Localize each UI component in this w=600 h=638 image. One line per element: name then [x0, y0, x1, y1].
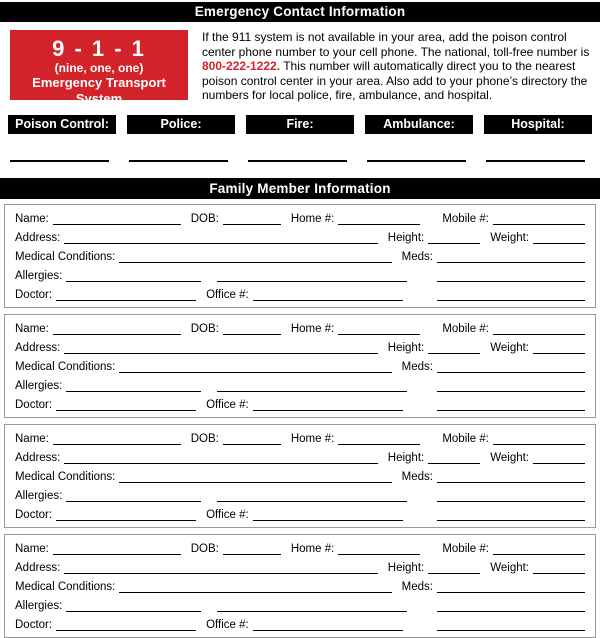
medical-conditions-label: Medical Conditions: — [15, 250, 116, 263]
member-row-medical — [15, 247, 585, 266]
dob-fill-line — [223, 444, 281, 445]
mobile-phone-label: Mobile #: — [442, 322, 489, 335]
name-label: Name: — [15, 432, 49, 445]
member-row-allergies — [15, 266, 585, 285]
meds-continuation-line — [437, 281, 585, 282]
hospital-label: Hospital: — [484, 115, 592, 134]
office-phone-fill-line — [253, 520, 403, 521]
office-phone-fill-line — [253, 410, 403, 411]
family-member-card — [4, 424, 596, 528]
member-row-allergies — [15, 486, 585, 505]
mobile-phone-label: Mobile #: — [442, 542, 489, 555]
document-title: Emergency Contact Information — [194, 4, 406, 19]
member-row-address — [15, 558, 585, 577]
address-fill-line — [64, 463, 377, 464]
office-phone-fill-line — [253, 300, 403, 301]
member-row-address — [15, 338, 585, 357]
document-title-bar — [0, 2, 600, 22]
allergies-fill-line — [66, 281, 201, 282]
doctor-label: Doctor: — [15, 288, 53, 301]
meds-continuation-line-2 — [437, 520, 585, 521]
allergies-label: Allergies: — [15, 379, 63, 392]
address-label: Address: — [15, 451, 61, 464]
meds-continuation-line-2 — [437, 300, 585, 301]
emergency-contacts-row — [8, 115, 592, 162]
ambulance-fill-line — [367, 160, 466, 162]
instructions-text — [202, 30, 590, 103]
meds-label: Meds: — [401, 470, 433, 483]
height-fill-line — [428, 243, 480, 244]
meds-continuation-line-2 — [437, 630, 585, 631]
poison-control-fill-line — [10, 160, 109, 162]
911-badge — [10, 30, 188, 106]
height-label: Height: — [387, 451, 425, 464]
allergies-continuation-line — [217, 281, 407, 282]
medical-conditions-fill-line — [119, 592, 391, 593]
instructions-after: This number will automatically direct you to the nearest poison control center in your area. Also add to your phone’s directory the numbers for local police, fire, ambulance, and hospital. — [202, 59, 588, 103]
medical-conditions-fill-line — [119, 482, 391, 483]
office-phone-label: Office #: — [206, 508, 249, 521]
dob-label: DOB: — [190, 432, 219, 445]
contact-column-police — [127, 115, 235, 162]
doctor-fill-line — [56, 410, 196, 411]
office-phone-label: Office #: — [206, 618, 249, 631]
doctor-fill-line — [56, 300, 196, 301]
member-row-doctor — [15, 505, 585, 524]
name-fill-line — [53, 444, 181, 445]
doctor-label: Doctor: — [15, 398, 53, 411]
mobile-phone-fill-line — [493, 224, 585, 225]
member-row-medical — [15, 357, 585, 376]
dob-label: DOB: — [190, 542, 219, 555]
meds-fill-line — [437, 482, 585, 483]
home-phone-fill-line — [338, 444, 420, 445]
member-row-identity — [15, 539, 585, 558]
911-badge-subtitle: (nine, one, one) — [54, 61, 144, 75]
family-member-card — [4, 534, 596, 638]
office-phone-fill-line — [253, 630, 403, 631]
member-row-identity — [15, 209, 585, 228]
office-phone-label: Office #: — [206, 288, 249, 301]
name-label: Name: — [15, 542, 49, 555]
meds-continuation-line — [437, 611, 585, 612]
member-row-identity — [15, 319, 585, 338]
home-phone-fill-line — [338, 334, 420, 335]
member-row-doctor — [15, 285, 585, 304]
address-fill-line — [64, 243, 377, 244]
dob-fill-line — [223, 224, 281, 225]
name-fill-line — [53, 224, 181, 225]
home-phone-label: Home #: — [290, 432, 335, 445]
mobile-phone-label: Mobile #: — [442, 212, 489, 225]
member-row-allergies — [15, 596, 585, 615]
contact-column-fire — [246, 115, 354, 162]
poison-control-label: Poison Control: — [8, 115, 116, 134]
weight-label: Weight: — [490, 451, 529, 464]
meds-fill-line — [437, 372, 585, 373]
dob-fill-line — [223, 334, 281, 335]
contact-column-hospital — [484, 115, 592, 162]
family-section-title: Family Member Information — [209, 180, 391, 196]
weight-fill-line — [533, 353, 585, 354]
meds-label: Meds: — [401, 580, 433, 593]
medical-conditions-label: Medical Conditions: — [15, 470, 116, 483]
home-phone-fill-line — [338, 554, 420, 555]
home-phone-label: Home #: — [290, 542, 335, 555]
weight-fill-line — [533, 573, 585, 574]
meds-fill-line — [437, 262, 585, 263]
meds-continuation-line — [437, 391, 585, 392]
allergies-continuation-line — [217, 611, 407, 612]
office-phone-label: Office #: — [206, 398, 249, 411]
911-badge-caption: Emergency Transport System — [32, 75, 166, 106]
family-members-list — [4, 204, 596, 638]
fire-label: Fire: — [246, 115, 354, 134]
instructions-before: If the 911 system is not available in your area, add the poison control center phone number to your cell phone. The national, toll-free number is — [202, 30, 590, 59]
medical-conditions-fill-line — [119, 262, 391, 263]
intro-section — [10, 30, 590, 106]
mobile-phone-label: Mobile #: — [442, 432, 489, 445]
medical-conditions-fill-line — [119, 372, 391, 373]
address-fill-line — [64, 573, 377, 574]
weight-fill-line — [533, 463, 585, 464]
family-member-card — [4, 204, 596, 308]
dob-fill-line — [223, 554, 281, 555]
contact-column-poison-control — [8, 115, 116, 162]
member-row-address — [15, 228, 585, 247]
911-badge-number: 9 - 1 - 1 — [52, 36, 146, 61]
weight-label: Weight: — [490, 231, 529, 244]
name-fill-line — [53, 554, 181, 555]
member-row-doctor — [15, 615, 585, 634]
police-fill-line — [129, 160, 228, 162]
member-row-allergies — [15, 376, 585, 395]
allergies-continuation-line — [217, 501, 407, 502]
doctor-label: Doctor: — [15, 508, 53, 521]
allergies-label: Allergies: — [15, 489, 63, 502]
home-phone-label: Home #: — [290, 212, 335, 225]
member-row-medical — [15, 467, 585, 486]
member-row-address — [15, 448, 585, 467]
contact-column-ambulance — [365, 115, 473, 162]
police-label: Police: — [127, 115, 235, 134]
height-label: Height: — [387, 561, 425, 574]
name-label: Name: — [15, 322, 49, 335]
allergies-continuation-line — [217, 391, 407, 392]
fire-fill-line — [248, 160, 347, 162]
allergies-fill-line — [66, 391, 201, 392]
doctor-label: Doctor: — [15, 618, 53, 631]
mobile-phone-fill-line — [493, 334, 585, 335]
height-label: Height: — [387, 231, 425, 244]
weight-fill-line — [533, 243, 585, 244]
poison-control-phone-number: 800-222-1222. — [202, 59, 281, 74]
dob-label: DOB: — [190, 212, 219, 225]
address-label: Address: — [15, 231, 61, 244]
allergies-fill-line — [66, 501, 201, 502]
name-fill-line — [53, 334, 181, 335]
mobile-phone-fill-line — [493, 444, 585, 445]
allergies-label: Allergies: — [15, 269, 63, 282]
home-phone-label: Home #: — [290, 322, 335, 335]
meds-label: Meds: — [401, 360, 433, 373]
member-row-identity — [15, 429, 585, 448]
meds-continuation-line — [437, 501, 585, 502]
doctor-fill-line — [56, 630, 196, 631]
mobile-phone-fill-line — [493, 554, 585, 555]
hospital-fill-line — [486, 160, 585, 162]
name-label: Name: — [15, 212, 49, 225]
family-section-bar — [0, 178, 600, 199]
height-fill-line — [428, 573, 480, 574]
height-label: Height: — [387, 341, 425, 354]
weight-label: Weight: — [490, 341, 529, 354]
allergies-label: Allergies: — [15, 599, 63, 612]
meds-continuation-line-2 — [437, 410, 585, 411]
address-fill-line — [64, 353, 377, 354]
dob-label: DOB: — [190, 322, 219, 335]
doctor-fill-line — [56, 520, 196, 521]
medical-conditions-label: Medical Conditions: — [15, 580, 116, 593]
family-member-card — [4, 314, 596, 418]
address-label: Address: — [15, 561, 61, 574]
height-fill-line — [428, 463, 480, 464]
weight-label: Weight: — [490, 561, 529, 574]
ambulance-label: Ambulance: — [365, 115, 473, 134]
member-row-doctor — [15, 395, 585, 414]
allergies-fill-line — [66, 611, 201, 612]
meds-fill-line — [437, 592, 585, 593]
address-label: Address: — [15, 341, 61, 354]
medical-conditions-label: Medical Conditions: — [15, 360, 116, 373]
member-row-medical — [15, 577, 585, 596]
meds-label: Meds: — [401, 250, 433, 263]
home-phone-fill-line — [338, 224, 420, 225]
height-fill-line — [428, 353, 480, 354]
